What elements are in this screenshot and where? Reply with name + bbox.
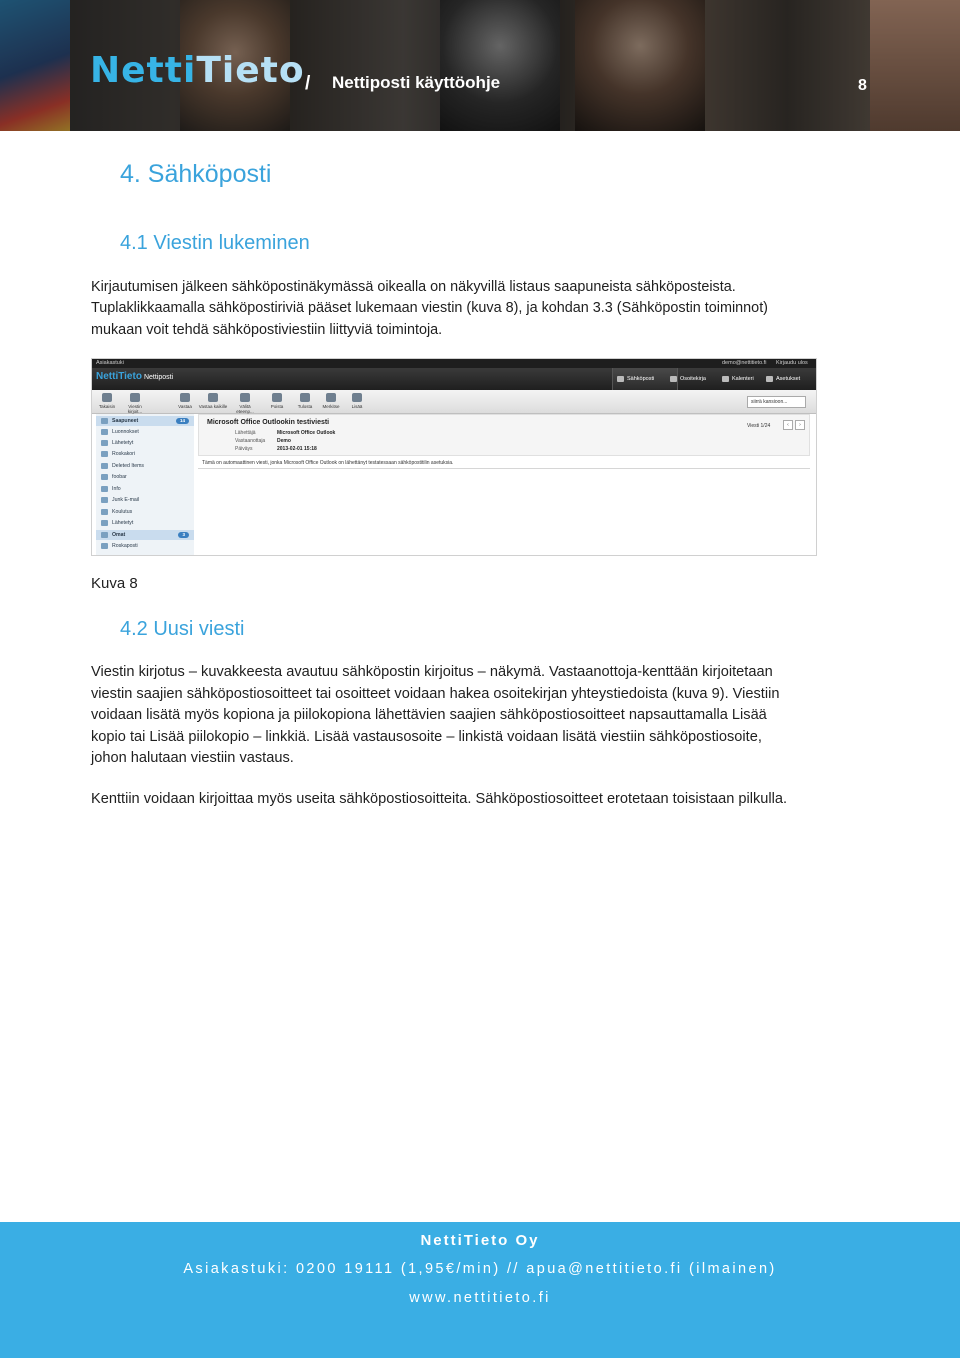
footer-support: Asiakastuki: 0200 19111 (1,95€/min) // apua@nettitieto.fi (ilmainen) bbox=[183, 1261, 777, 1277]
folder-item bbox=[96, 461, 194, 471]
mark-icon bbox=[326, 393, 336, 402]
folder-name: Lähetetyt bbox=[112, 440, 134, 446]
folder-item bbox=[96, 427, 194, 437]
folder-item bbox=[96, 530, 194, 540]
toolbar-label: Merkitse bbox=[322, 404, 340, 409]
paragraph: Kenttiin voidaan kirjoittaa myös useita sähköpostiosoitteita. Sähköpostiosoitteet erotetaan toisistaan pilkulla. bbox=[91, 791, 788, 807]
move-to-folder-select: siirrä kansioon... bbox=[747, 396, 806, 408]
folder-item bbox=[96, 495, 194, 505]
toolbar-button bbox=[344, 393, 370, 409]
nav-calendar: Kalenteri bbox=[718, 368, 774, 390]
next-icon: › bbox=[795, 420, 805, 430]
section-heading: 4. Sähköposti bbox=[120, 160, 272, 188]
unread-badge: 14 bbox=[176, 418, 189, 424]
toolbar-button bbox=[318, 393, 344, 409]
folder-item bbox=[96, 541, 194, 551]
folder-name: Roskakori bbox=[112, 451, 136, 457]
delete-icon bbox=[272, 393, 282, 402]
folder-name: Junk E-mail bbox=[112, 497, 140, 503]
folder-item bbox=[96, 416, 194, 426]
paragraph-line: viestin saajien sähköpostiosoitteet tai osoitteet voidaan hakea osoitekirjan yhteystiedoista (kuva 9). Viestiin bbox=[91, 686, 780, 702]
folder-name: Luonnokset bbox=[112, 429, 139, 435]
reply-all-icon bbox=[208, 393, 218, 402]
toolbar-button bbox=[264, 393, 290, 409]
toolbar-button bbox=[198, 393, 228, 409]
page-header bbox=[0, 0, 960, 131]
webmail-screenshot bbox=[91, 358, 817, 556]
folder-name: Saapuneet bbox=[112, 418, 139, 424]
nav-addressbook: Osoitekirja bbox=[666, 368, 728, 390]
mini-logo-sub: Nettiposti bbox=[143, 374, 174, 381]
compose-icon bbox=[130, 393, 140, 402]
folder-name: Roskaposti bbox=[112, 543, 138, 549]
folder-name: Info bbox=[112, 486, 121, 492]
date-label: Päiväys bbox=[235, 446, 253, 452]
subsection-heading-reading: 4.1 Viestin lukeminen bbox=[120, 232, 310, 254]
toolbar-label: Tulosta bbox=[297, 404, 313, 409]
folder-name: foobar bbox=[112, 474, 127, 480]
toolbar-label: Poista bbox=[270, 404, 284, 409]
folder-item bbox=[96, 484, 194, 494]
folder-name: Koulutus bbox=[112, 509, 133, 515]
footer-company: NettiTieto Oy bbox=[420, 1232, 540, 1249]
to-value: Demo bbox=[277, 438, 291, 444]
nav-settings: Asetukset bbox=[762, 368, 817, 390]
prev-icon: ‹ bbox=[783, 420, 793, 430]
message-header bbox=[198, 414, 810, 456]
logo-netti: Netti bbox=[90, 50, 197, 91]
toolbar-button bbox=[122, 393, 148, 414]
paragraph-line: Tuplaklikkaamalla sähköpostiriviä pääset lukemaan viestin (kuva 8), ja kohdan 3.3 (Sähköpostin toiminnot) bbox=[91, 300, 768, 316]
nav-email: Sähköposti bbox=[612, 368, 678, 390]
logo-tieto: Tieto bbox=[196, 50, 305, 91]
toolbar-button bbox=[230, 393, 260, 414]
reply-icon bbox=[180, 393, 190, 402]
message-body: Tämä on automaattinen viesti, jonka Microsoft Office Outlook on lähettänyt testatessaan sähköpostitilin asetuksia. bbox=[202, 460, 454, 466]
paragraph-line: Viestin kirjotus – kuvakkeesta avautuu sähköpostin kirjoitus – näkymä. Vastaanottoja-kenttään kirjoitetaan bbox=[91, 664, 773, 680]
folder-item bbox=[96, 438, 194, 448]
message-pager: Viesti 1/24 bbox=[747, 423, 771, 429]
subsection-heading-new-message: 4.2 Uusi viesti bbox=[120, 618, 245, 640]
footer-website: www.nettitieto.fi bbox=[409, 1290, 551, 1306]
toolbar-button bbox=[94, 393, 120, 409]
logout-link: Kirjaudu ulos bbox=[776, 360, 808, 366]
paragraph-line: voidaan lisätä myös kopiona ja piilokopiona lähettävien saajien sähköpostiosoitteet napsauttamalla Lisää bbox=[91, 707, 767, 723]
more-icon bbox=[352, 393, 362, 402]
page-footer bbox=[0, 1222, 960, 1358]
from-label: Lähettäjä bbox=[235, 430, 256, 436]
message-subject: Microsoft Office Outlookin testiviesti bbox=[207, 419, 330, 426]
screenshot-toolbar bbox=[92, 390, 816, 414]
title-separator: / bbox=[305, 73, 311, 94]
nettitieto-logo bbox=[90, 50, 305, 91]
folder-name: Lähetetyt bbox=[112, 520, 134, 526]
toolbar-button bbox=[172, 393, 198, 409]
mini-logo bbox=[96, 371, 173, 382]
screenshot-top-strip bbox=[92, 359, 816, 368]
toolbar-label: Vastaa bbox=[178, 404, 192, 409]
support-link: Asiakastuki bbox=[96, 360, 124, 366]
to-label: Vastaanottaja bbox=[235, 438, 266, 444]
folder-item bbox=[96, 472, 194, 482]
toolbar-label: Viestin kirjoit... bbox=[127, 404, 143, 414]
toolbar-label: Lisää bbox=[351, 404, 363, 409]
folder-item bbox=[96, 507, 194, 517]
print-icon bbox=[300, 393, 310, 402]
user-email: demo@nettitieto.fi bbox=[722, 360, 767, 366]
toolbar-label: Välitä eteenp... bbox=[236, 404, 254, 414]
document-title: Nettiposti käyttöohje bbox=[332, 73, 501, 92]
folder-item bbox=[96, 449, 194, 459]
paragraph-line: mukaan voit tehdä sähköpostiviestiin liittyviä toimintoja. bbox=[91, 322, 443, 338]
toolbar-label: Takaisin bbox=[98, 404, 116, 409]
folder-list bbox=[96, 414, 194, 555]
toolbar-label: Vastaa kaikille bbox=[198, 404, 228, 409]
mini-logo-text: NettiTieto bbox=[96, 371, 142, 382]
forward-icon bbox=[240, 393, 250, 402]
back-icon bbox=[102, 393, 112, 402]
date-value: 2013-02-01 15:18 bbox=[277, 446, 317, 452]
from-value: Microsoft Office Outlook bbox=[277, 430, 336, 436]
paragraph-line: kopio tai Lisää piilokopio – linkkiä. Lisää vastausosoite – linkistä voidaan lisätä viestiin sähköpostiosoite, bbox=[91, 729, 762, 745]
folder-item bbox=[96, 518, 194, 528]
folder-name: Omat bbox=[112, 532, 126, 538]
toolbar-button bbox=[292, 393, 318, 409]
divider bbox=[198, 468, 810, 469]
paragraph-line: Kirjautumisen jälkeen sähköpostinäkymässä oikealla on näkyvillä listaus saapuneista sähköposteista. bbox=[91, 279, 736, 295]
page-number: 8 bbox=[858, 77, 867, 94]
figure-caption: Kuva 8 bbox=[91, 575, 138, 592]
message-pane bbox=[198, 414, 810, 555]
paragraph-line: johon halutaan viestiin vastaus. bbox=[91, 750, 294, 766]
folder-name: Deleted Items bbox=[112, 463, 145, 469]
unread-badge: 3 bbox=[178, 532, 189, 538]
